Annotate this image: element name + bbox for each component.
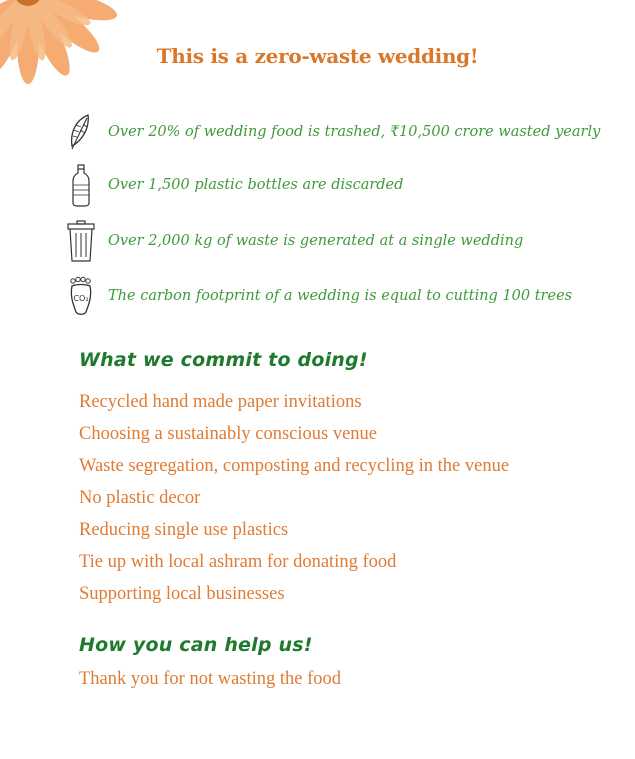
list-item: Tie up with local ashram for donating food: [79, 552, 397, 572]
list-item: Reducing single use plastics: [79, 520, 289, 540]
list-item: Waste segregation, composting and recycling in the venue: [79, 456, 510, 476]
plastic-bottle-icon: [64, 163, 98, 207]
help-heading: How you can help us!: [79, 634, 313, 656]
fact-text: Over 1,500 plastic bottles are discarded: [108, 177, 404, 193]
list-item: Recycled hand made paper invitations: [79, 392, 362, 412]
list-item: No plastic decor: [79, 488, 201, 508]
trash-bin-icon: [64, 219, 98, 263]
fact-text: The carbon footprint of a wedding is equal to cutting 100 trees: [108, 288, 573, 304]
commit-list: [79, 386, 509, 610]
fact-row-carbon: [64, 274, 624, 318]
fact-row-food: [64, 110, 624, 154]
list-item: Supporting local businesses: [79, 584, 285, 604]
feather-icon: [64, 110, 98, 154]
fact-text: Over 20% of wedding food is trashed, ₹10,500 crore wasted yearly: [108, 124, 601, 140]
fact-text: Over 2,000 kg of waste is generated at a single wedding: [108, 233, 524, 249]
commit-heading: What we commit to doing!: [79, 349, 368, 371]
page-title: This is a zero-waste wedding!: [156, 44, 479, 68]
co2-footprint-icon: [64, 274, 98, 318]
svg-text:CO₂: CO₂: [73, 294, 89, 303]
fact-row-waste: [64, 219, 624, 263]
list-item: Choosing a sustainably conscious venue: [79, 424, 378, 444]
fact-row-bottles: [64, 163, 624, 207]
help-text: Thank you for not wasting the food: [79, 669, 342, 689]
